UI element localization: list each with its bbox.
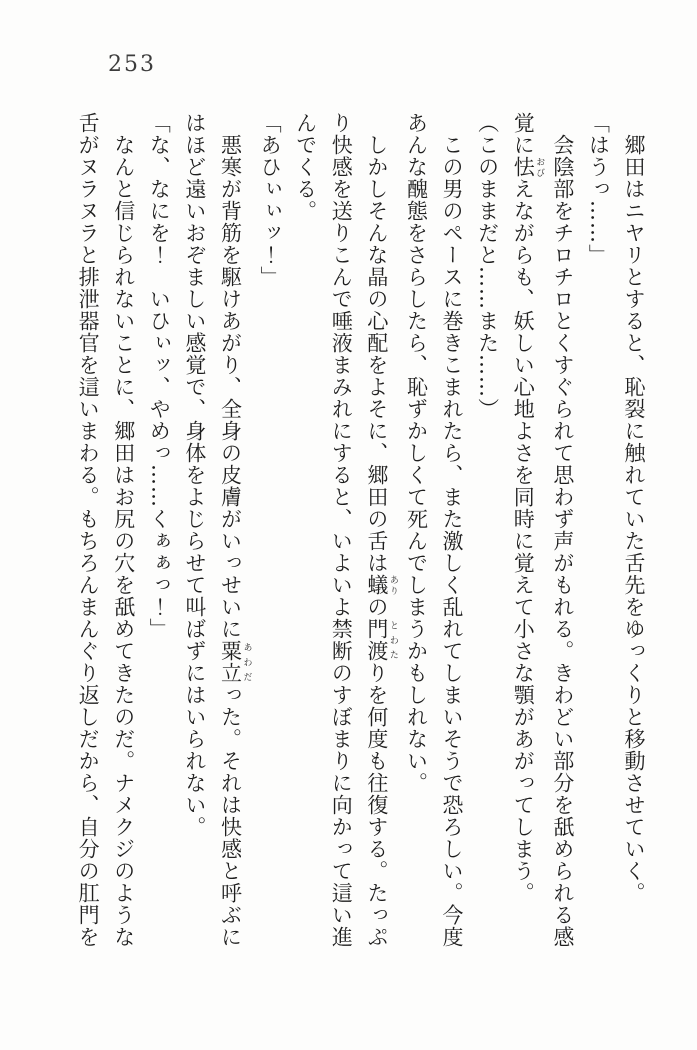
ruby-annotated-word: 蟻 あり — [364, 574, 398, 596]
text-line-12: 悪寒が背筋を駆けあがり、全身の皮膚がいっせいに粟立 あわだった。それは快感と呼ぶに — [218, 134, 252, 948]
text-line-8: しかしそんな晶の心配をよそに、郷田の舌は蟻 ありの門渡 とわたりを何度も往復する。たっぷ — [364, 134, 398, 948]
text-line-4: 覚に怯 おびえながらも、妖しい心地よさを同時に覚えて小さな顎があがってしまう。 — [511, 112, 545, 904]
furigana: おび — [534, 156, 545, 178]
text-line-6: この男のペースに巻きこまれたら、また激しく乱れてしまいそうで恐ろしい。今度 — [440, 134, 465, 948]
text-line-2: 「はうっ……」 — [586, 112, 611, 266]
ruby-annotated-word: 粟立 あわだ — [218, 640, 252, 684]
ruby-annotated-word: 門渡 とわた — [364, 618, 398, 662]
furigana: とわた — [387, 618, 398, 662]
ruby-annotated-word: 怯 おび — [511, 156, 545, 178]
body-text-block — [70, 112, 652, 952]
text-line-1: 郷田はニヤリとすると、恥裂に触れていた舌先をゆっくりと移動させていく。 — [622, 134, 646, 904]
furigana: あわだ — [241, 640, 252, 684]
text-line-11: 「あひぃぃッ！」 — [258, 112, 283, 288]
text-line-16: 舌がヌラヌラと排泄器官を這いまわる。もちろんまんぐり返しだから、自分の肛門を — [76, 112, 101, 948]
text-line-3: 会陰部をチロチロとくすぐられて思わず声がもれる。きわどい部分を舐められる感 — [550, 134, 575, 948]
furigana: あり — [387, 574, 398, 596]
text-line-13: はほど遠いおぞましい感覚で、身体をよじらせて叫ばずにはいられない。 — [182, 112, 207, 838]
text-line-15: なんと信じられないことに、郷田はお尻の穴を舐めてきたのだ。ナメクジのような — [111, 134, 136, 948]
text-line-7: あんな醜態をさらしたら、恥ずかしくて死んでしまうかもしれない。 — [404, 112, 429, 794]
text-line-9: り快感を送りこんで唾液まみれにすると、いよいよ禁断のすぼまりに向かって這い進 — [329, 112, 354, 948]
text-line-10: んでくる。 — [293, 112, 318, 222]
text-line-14: 「な、なにを！ いひぃッ、やめっ……くぁぁっ！」 — [147, 112, 172, 640]
text-line-5: （このままだと……また……） — [475, 112, 500, 420]
page-number: 253 — [108, 52, 156, 77]
